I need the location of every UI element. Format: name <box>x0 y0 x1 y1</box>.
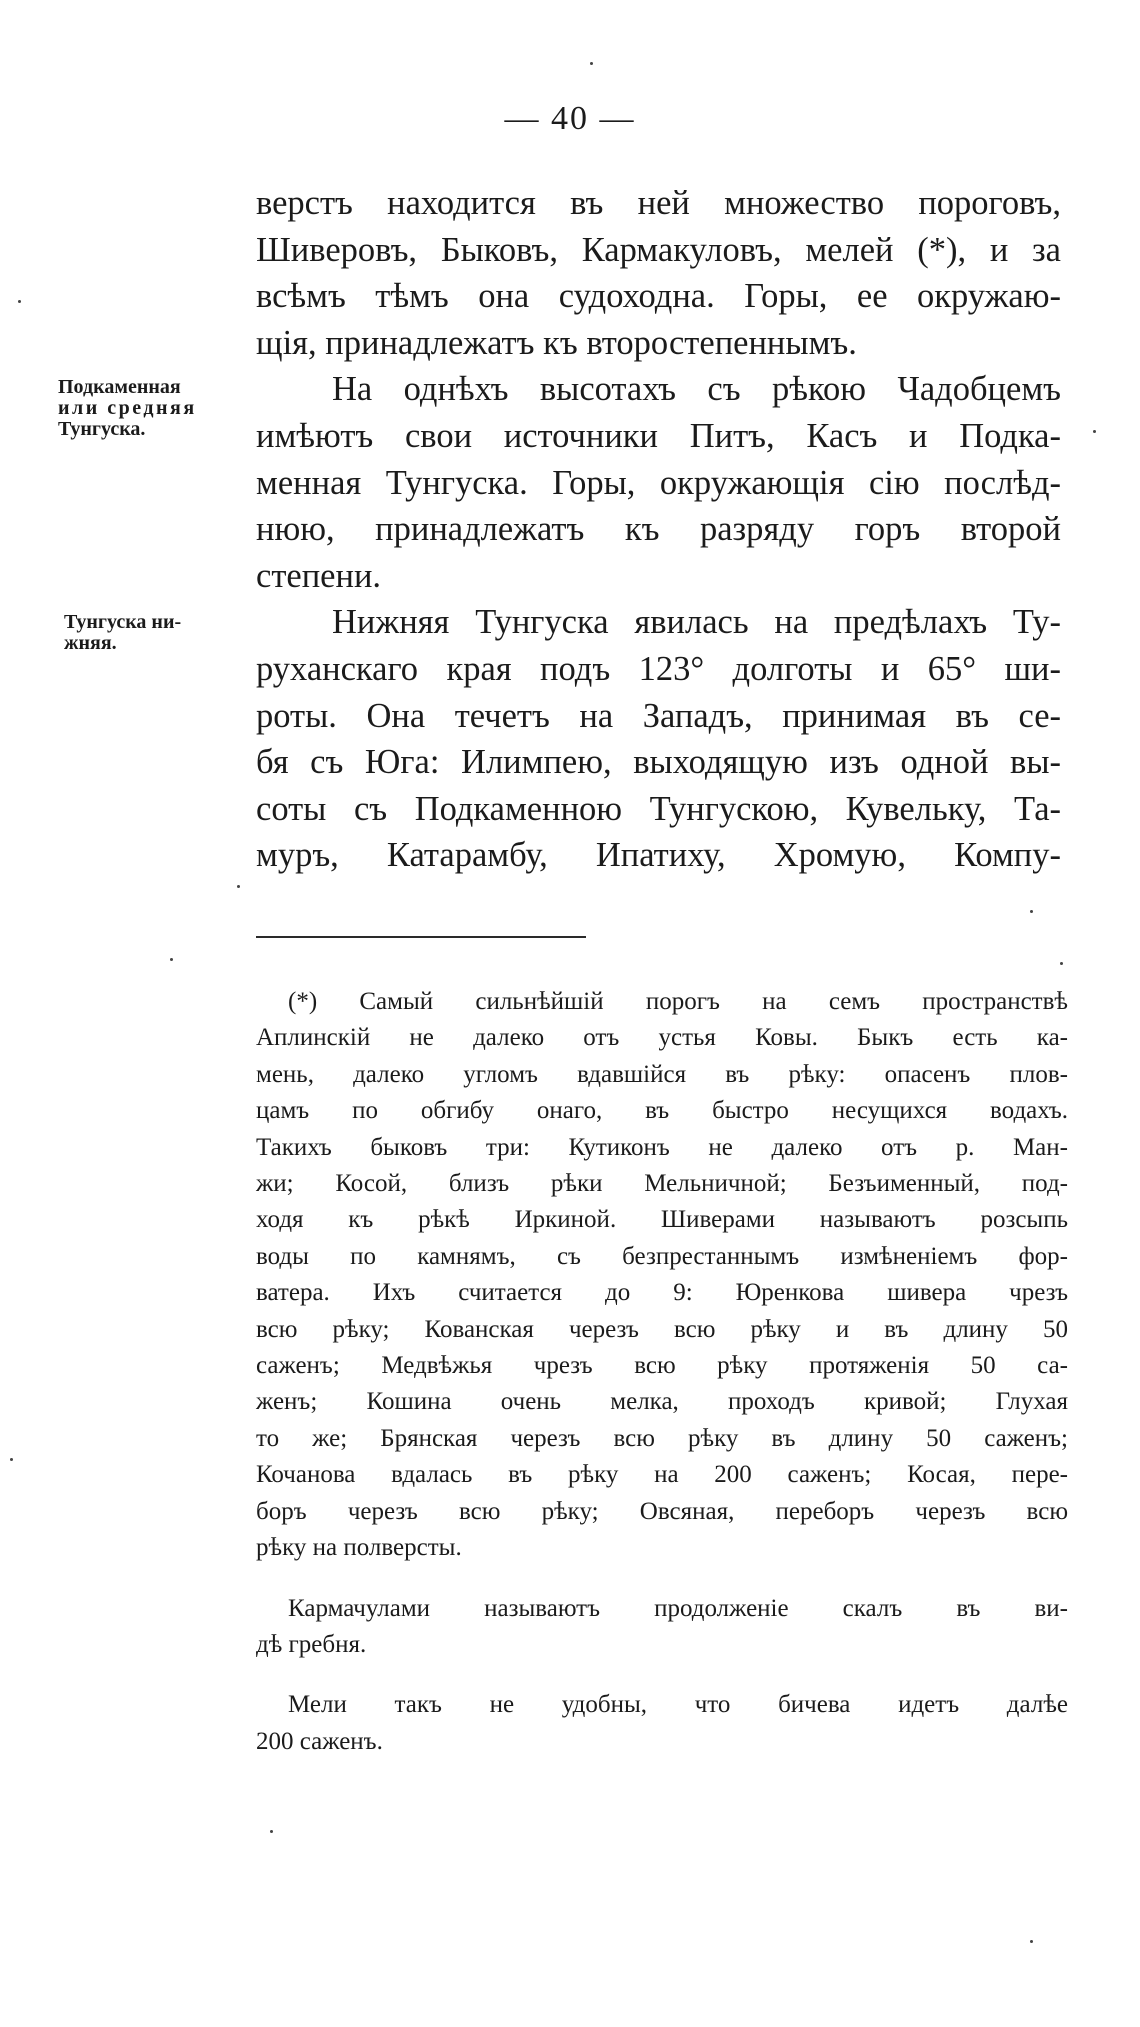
footnote-line: дѣ гребня. <box>256 1630 367 1658</box>
footnote-line: Аплинскій не далеко отъ устья Ковы. Быкъ есть ка- <box>256 1024 1068 1052</box>
footnote-line: саженъ; Медвѣжья чрезъ всю рѣку протяженія 50 са- <box>256 1352 1068 1380</box>
footnote-line: мень, далеко угломъ вдавшійся въ рѣку: опасенъ плов- <box>256 1060 1068 1088</box>
main-text <box>256 180 1061 879</box>
scan-speck <box>1030 1940 1033 1943</box>
footnote-line: то же; Брянская черезъ всю рѣку въ длину 50 саженъ; <box>256 1424 1068 1452</box>
text-line: нюю, принадлежатъ къ разряду горъ второй <box>256 510 1061 549</box>
text-line: На однѣхъ высотахъ съ рѣкою Чадобцемъ <box>332 370 1061 409</box>
scan-speck <box>270 1830 273 1833</box>
text-line: роты. Она течетъ на Западъ, принимая въ се- <box>256 696 1061 735</box>
text-line: щія, принадлежатъ къ второстепеннымъ. <box>256 323 857 362</box>
scan-speck <box>1093 430 1096 433</box>
scan-speck <box>237 885 240 888</box>
footnote-line: Кармачулами называютъ продолженіе скалъ въ ви- <box>288 1594 1068 1622</box>
footnote-line: Такихъ быковъ три: Кутиконъ не далеко отъ р. Ман- <box>256 1133 1068 1161</box>
footnote-line: всю рѣку; Кованская черезъ всю рѣку и въ длину 50 <box>256 1315 1068 1343</box>
scan-speck <box>590 62 593 65</box>
text-line: бя съ Юга: Илимпею, выходящую изъ одной вы- <box>256 743 1061 782</box>
page-number: — 40 — <box>504 100 636 137</box>
footnote-paragraph <box>256 984 1068 1567</box>
text-line: руханскаго края подъ 123° долготы и 65° ши- <box>256 649 1061 688</box>
text-line: менная Тунгуска. Горы, окружающія сію послѣд- <box>256 463 1061 502</box>
scan-speck <box>1030 910 1033 913</box>
text-line: верстъ находится въ ней множество пороговъ, <box>256 184 1061 222</box>
side-note-line: или средняя <box>58 397 197 419</box>
footnote-line: (*) Самый сильнѣйшій порогъ на семъ пространствѣ <box>288 988 1068 1015</box>
footnote-line: ходя къ рѣкѣ Иркиной. Шиверами называютъ розсыпь <box>256 1206 1068 1234</box>
footnote-line: боръ черезъ всю рѣку; Овсяная, переборъ черезъ всю <box>256 1497 1068 1525</box>
text-line: Шиверовъ, Быковъ, Кармакуловъ, мелей (*), и за <box>256 230 1061 269</box>
side-note-line: жняя. <box>64 632 117 654</box>
text-line: соты съ Подкаменною Тунгускою, Кувельку, Та- <box>256 789 1061 828</box>
footnote-line: женъ; Кошина очень мелка, проходъ кривой; Глухая <box>256 1388 1068 1416</box>
footnote-line: 200 саженъ. <box>256 1727 383 1755</box>
footnote-paragraph <box>256 1687 1068 1760</box>
side-note-line: Тунгуска. <box>58 418 146 440</box>
text-line: имѣютъ свои источники Питъ, Касъ и Подка- <box>256 416 1061 455</box>
footnote-line: ватера. Ихъ считается до 9: Юренкова шивера чрезъ <box>256 1279 1068 1307</box>
text-line: муръ, Катарамбу, Ипатиху, Хромую, Компу- <box>256 836 1061 875</box>
side-note-line: Подкаменная <box>58 376 181 398</box>
text-line: Нижняя Тунгуска явилась на предѣлахъ Ту- <box>332 603 1061 642</box>
footnote-line: воды по камнямъ, съ безпрестаннымъ измѣненіемъ фор- <box>256 1242 1068 1270</box>
scan-speck <box>18 300 21 303</box>
footnote-paragraph <box>256 1591 1068 1664</box>
scan-speck <box>1060 962 1063 965</box>
side-note-podkamennaya <box>58 377 197 440</box>
side-note-nizhnyaya <box>64 612 181 654</box>
footnote-line: жи; Косой, близъ рѣки Мельничной; Безъименный, под- <box>256 1170 1068 1198</box>
footnotes <box>256 984 1068 1760</box>
text-line: всѣмъ тѣмъ она судоходна. Горы, ее окружаю- <box>256 277 1061 316</box>
footnote-line: Кочанова вдалась въ рѣку на 200 саженъ; Косая, пере- <box>256 1461 1068 1489</box>
side-note-line: Тунгуска ни- <box>64 611 182 633</box>
footnote-line: цамъ по обгибу онаго, въ быстро несущихся водахъ. <box>256 1097 1068 1125</box>
footnote-rule <box>256 936 586 938</box>
text-line: степени. <box>256 556 382 595</box>
footnote-line: Мели такъ не удобны, что бичева идетъ далѣе <box>288 1691 1068 1719</box>
scan-speck <box>10 1458 13 1461</box>
scan-speck <box>170 958 173 961</box>
footnote-line: рѣку на полверсты. <box>256 1534 462 1562</box>
